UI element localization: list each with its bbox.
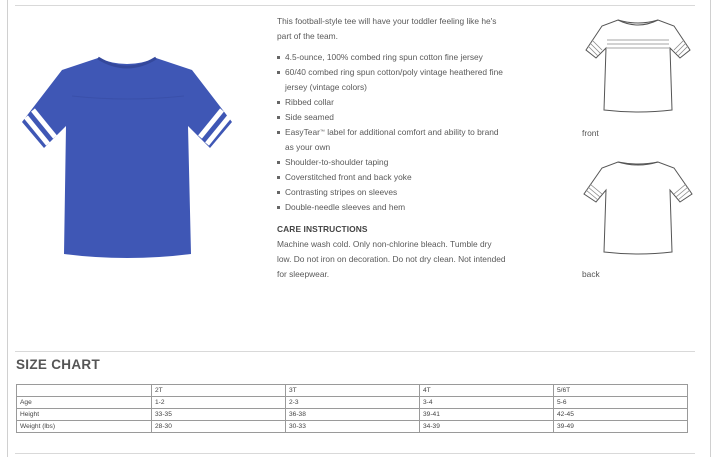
row-label: Height xyxy=(17,409,152,421)
table-cell: 36-38 xyxy=(286,409,420,421)
table-row xyxy=(17,421,688,433)
feature-item: 4.5-ounce, 100% combed ring spun cotton fine jersey xyxy=(277,50,507,65)
row-label: Weight (lbs) xyxy=(17,421,152,433)
size-header-row xyxy=(17,385,688,397)
left-border xyxy=(7,0,8,457)
table-cell xyxy=(17,385,152,397)
feature-list xyxy=(277,50,507,215)
front-label: front xyxy=(582,128,599,138)
feature-item: Double-needle sleeves and hem xyxy=(277,200,507,215)
size-header: 2T xyxy=(152,385,286,397)
back-sketch-image xyxy=(582,158,694,258)
feature-item: Shoulder-to-shoulder taping xyxy=(277,155,507,170)
table-cell: 3-4 xyxy=(420,397,554,409)
feature-item: Side seamed xyxy=(277,110,507,125)
back-label: back xyxy=(582,269,600,279)
product-tee-image xyxy=(20,48,235,263)
table-cell: 1-2 xyxy=(152,397,286,409)
table-row xyxy=(17,409,688,421)
feature-item: Contrasting stripes on sleeves xyxy=(277,185,507,200)
size-header: 3T xyxy=(286,385,420,397)
row-label: Age xyxy=(17,397,152,409)
front-sketch-image xyxy=(582,16,694,116)
table-row xyxy=(17,397,688,409)
section-divider xyxy=(15,351,695,352)
intro-text: This football-style tee will have your toddler feeling like he's part of the team. xyxy=(277,16,497,41)
product-description xyxy=(277,14,507,282)
feature-item: 60/40 combed ring spun cotton/poly vintage heathered fine jersey (vintage colors) xyxy=(277,65,507,95)
feature-item: Coverstitched front and back yoke xyxy=(277,170,507,185)
size-header: 5/6T xyxy=(554,385,688,397)
top-divider xyxy=(15,5,695,6)
table-cell: 28-30 xyxy=(152,421,286,433)
easytear-rest: label for additional comfort and ability to brand as your own xyxy=(285,127,499,152)
bottom-divider xyxy=(15,453,695,454)
table-cell: 33-35 xyxy=(152,409,286,421)
table-cell: 34-39 xyxy=(420,421,554,433)
right-border xyxy=(710,0,711,457)
trademark-sign: ™ xyxy=(319,129,325,135)
table-cell: 39-49 xyxy=(554,421,688,433)
feature-item xyxy=(277,125,507,155)
size-header: 4T xyxy=(420,385,554,397)
table-cell: 2-3 xyxy=(286,397,420,409)
table-cell: 30-33 xyxy=(286,421,420,433)
table-cell: 42-45 xyxy=(554,409,688,421)
size-chart-table xyxy=(16,384,688,433)
easytear-label: EasyTear xyxy=(285,127,320,137)
size-chart-title: SIZE CHART xyxy=(16,357,100,372)
table-cell: 39-41 xyxy=(420,409,554,421)
table-cell: 5-6 xyxy=(554,397,688,409)
care-text: Machine wash cold. Only non-chlorine bleach. Tumble dry low. Do not iron on decoration. Do not dry clean. Not intended for sleepwear. xyxy=(277,239,506,279)
care-title: CARE INSTRUCTIONS xyxy=(277,224,368,234)
feature-item: Ribbed collar xyxy=(277,95,507,110)
